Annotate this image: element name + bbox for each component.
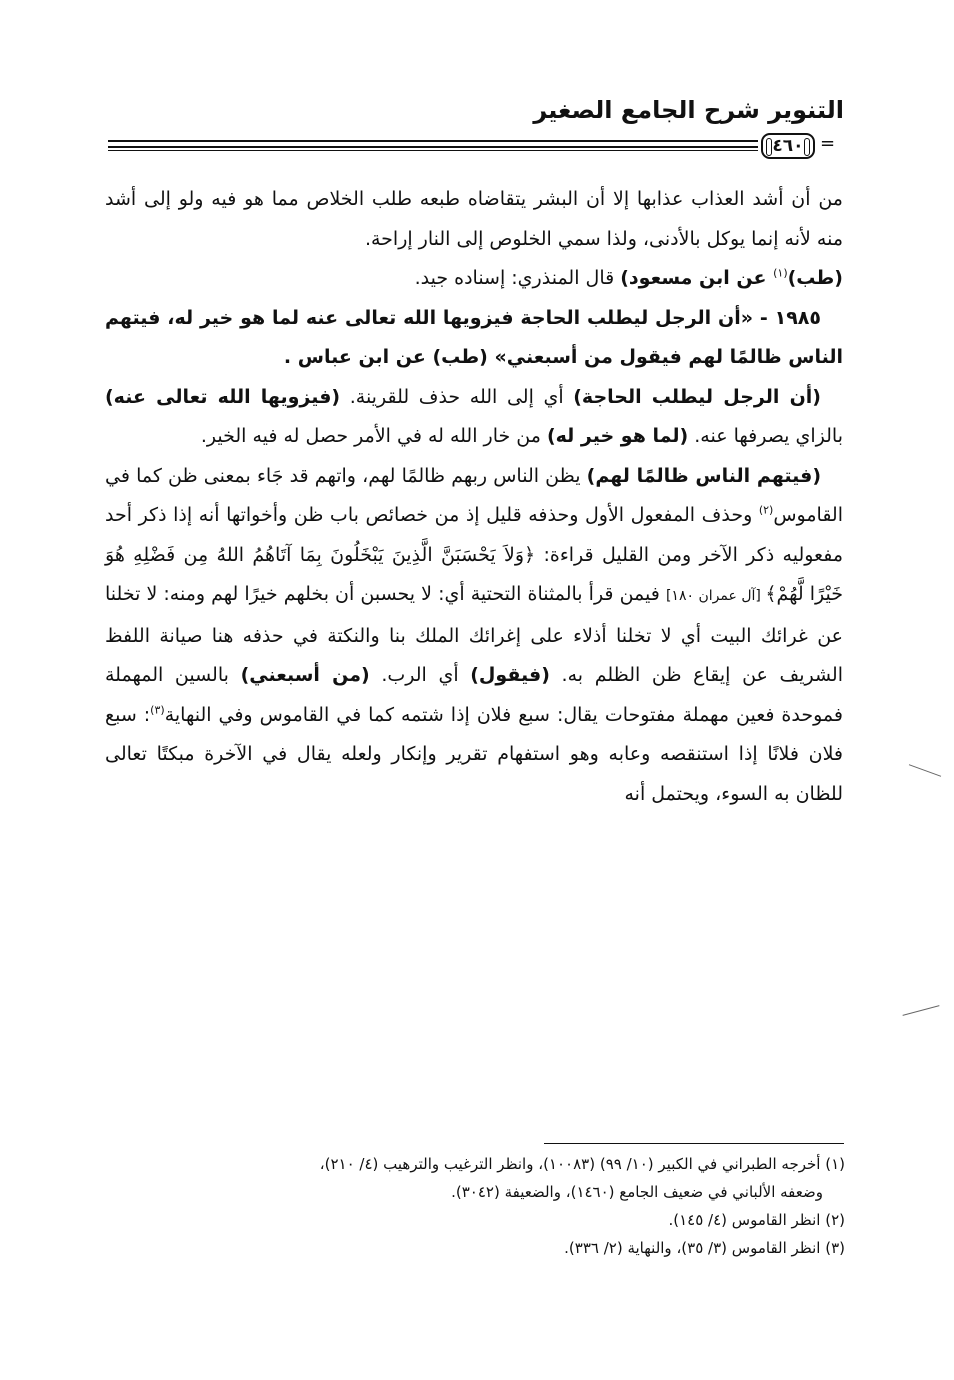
lemma: (فيقول) [470, 664, 550, 686]
lemma: (فيتهم الناس ظالمًا لهم) [586, 464, 821, 487]
footnote-2: (٢) انظر القاموس (٤/ ١٤٥). [668, 1211, 845, 1229]
text-run: فيمن قرأ بالمثناة التحتية أي: لا يحسبن أن بخلهم خيرًا لهم ومنه: لا تخلنا عن غرائك البيت أي لا تخلنا أذلاء على إغرائك الملك بنا والنكتة في حذفه هنا صيانة اللفظ الشريف عن إيقاع ظن الظلم به. [105, 583, 843, 686]
footnote-divider [544, 1143, 844, 1144]
lemma: (لما هو خير له) [546, 425, 689, 447]
footnote-1: (١) أخرجه الطبراني في الكبير (١٠/ ٩٩) (١٠٠٨٣)، وانظر الترغيب والترهيب (٤/ ٢١٠)، [319, 1155, 845, 1173]
commentary-paragraph [105, 457, 843, 815]
main-text [105, 180, 843, 814]
commentary-paragraph [105, 378, 843, 457]
hadith-text: - «أن الرجل ليطلب الحاجة فيزويها الله تعالى عنه لما هو خير له، فيتهم الناس ظالمًا لهم فيقول من أسبعني» (طب) عن ابن عباس . [105, 306, 843, 368]
text-run: : سبع فلان فلانًا إذا استنقصه وعابه وهو استفهام تقرير وإنكار ولعله يقال في الآخرة مبكتًا تعالى للظان به السوء، ويحتمل أنه [105, 703, 843, 805]
text-run: أي الرب. [369, 664, 471, 686]
lemma: (فيزويها الله تعالى عنه) [105, 385, 341, 408]
footnote-1-continued: وضعفه الألباني في ضعيف الجامع (١٤٦٠)، والضعيفة (٣٠٤٢). [451, 1183, 823, 1201]
source-abbrev: (طب) [787, 267, 843, 289]
margin-scan-mark [909, 764, 941, 777]
paragraph [105, 180, 843, 259]
text-run: وحذف المفعول الأول وحذفه قليل إذ من خصائص باب ظن وأخواتها أنه إذا ذكر أحد مفعوليه ذكر الآخر ومن القليل قراءة: [105, 504, 844, 566]
margin-scan-mark [903, 1005, 940, 1016]
header-rule-line [108, 146, 758, 148]
lemma: (أن الرجل ليطلب الحاجة) [573, 385, 821, 408]
header-rule [108, 133, 836, 157]
text-run: بالسين المهملة فموحدة فعين مهملة مفتوحات يقال: سبع فلان إذا شتمه كما في القاموس وفي النهاية [105, 664, 843, 726]
header-rule-line [108, 150, 758, 151]
hadith-number: ١٩٨٥ [774, 306, 821, 329]
footnote-ref: (١) [773, 266, 788, 280]
text-run: من خار الله له في الأمر حصل له فيه الخير. [200, 425, 547, 447]
text-run: أي إلى الله حذف للقرينة. [340, 385, 574, 408]
footnotes [110, 1150, 845, 1262]
hadith-paragraph [105, 299, 843, 378]
rule-end-ornament: = [820, 133, 836, 154]
verse-reference: [آل عمران ١٨٠] [665, 588, 766, 604]
lemma: (من أسبعني) [240, 664, 370, 686]
source-paragraph [105, 259, 843, 299]
page-number: ٤٦٠ [772, 136, 804, 156]
running-title: التنوير شرح الجامع الصغير [533, 96, 844, 124]
quran-verse: ﴿وَلاَ يَحْسَبَنَّ الَّذِينَ يَبْخَلُونَ بِمَا آتَاهُمُ اللهُ مِن فَضْلِهِ هُوَ خَيْرًا لَّهُمْ﴾ [105, 543, 843, 605]
footnote-ref: (٢) [758, 503, 774, 517]
text-run: بالزاي يصرفها عنه. [688, 425, 843, 447]
text-run: من أن أشد العذاب عذابها إلا أن البشر يتقاضاه طبعه طلب الخلاص مما هو فيه ولو إلى أشد منه لأنه إنما يوكل بالأدنى، ولذا سمي الخلوص إلى النار إراحة. [105, 188, 843, 250]
text-run: يظن الناس ربهم ظالمًا لهم، واتهم قد جَاء بمعنى ظن كما في القاموس [105, 464, 843, 526]
footnote-3: (٣) انظر القاموس (٣/ ٣٥)، والنهاية (٢/ ٣٣٦). [564, 1239, 845, 1257]
page-number-frame [761, 133, 815, 159]
header-rule-line [108, 140, 758, 142]
text-run: قال المنذري: إسناده جيد. [414, 267, 621, 289]
footnote-ref: (٣) [150, 703, 165, 717]
narrator: عن ابن مسعود) [620, 267, 774, 289]
